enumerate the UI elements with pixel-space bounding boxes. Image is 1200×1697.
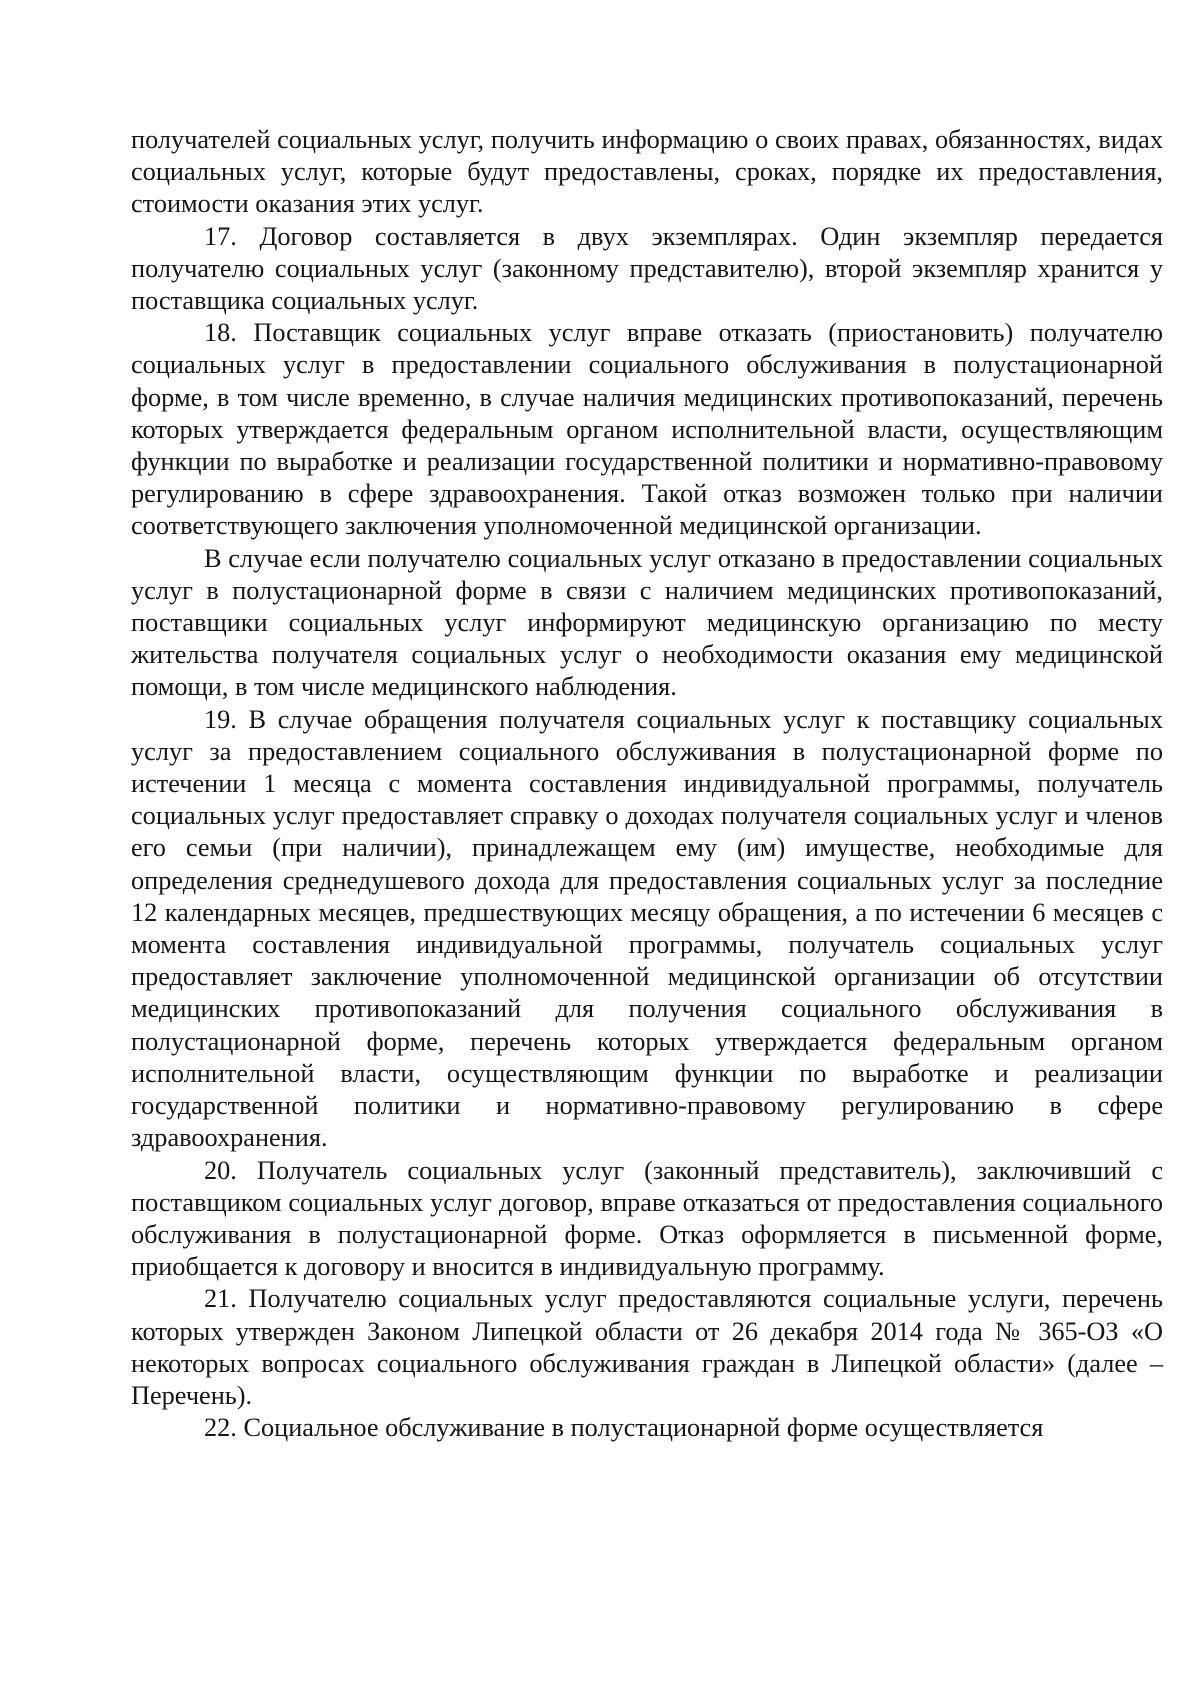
paragraph-clause-21: 21. Получателю социальных услуг предоставляются социальные услуги, перечень которых утвержден Законом Липецкой области от 26 декабря 2014 года № 365-ОЗ «О некоторых вопросах социального обслуживания граждан в Липецкой области» (далее – Перечень). [131,1284,1163,1410]
paragraph-clause-22: 22. Социальное обслуживание в полустационарной форме осуществляется [204,1413,1044,1443]
paragraph-clause-19: 19. В случае обращения получателя социальных услуг к поставщику социальных услуг за предоставлением социального обслуживания в полустационарной форме по истечении 1 месяца с момента составления индивидуальной программы, получатель социальных услуг предоставляет справку о доходах получателя социальных услуг и членов его семьи (при наличии), принадлежащем ему (им) имуществе, необходимые для определения среднедушевого дохода для предоставления социальных услуг за последние 12 календарных месяцев, предшествующих месяцу обращения, а по истечении 6 месяцев с момента составления индивидуальной программы, получатель социальных услуг предоставляет заключение уполномоченной медицинской организации об отсутствии медицинских противопоказаний для получения социального обслуживания в полустационарной форме, перечень которых утверждается федеральным органом исполнительной власти, осуществляющим функции по выработке и реализации государственной политики и нормативно-правовому регулированию в сфере здравоохранения. [131,704,1163,1153]
paragraph-clause-20: 20. Получатель социальных услуг (законный представитель), заключивший с поставщиком социальных услуг договор, вправе отказаться от предоставления социального обслуживания в полустационарной форме. Отказ оформляется в письменной форме, приобщается к договору и вносится в индивидуальную программу. [131,1155,1163,1282]
paragraph-clause-18: 18. Поставщик социальных услуг вправе отказать (приостановить) получателю социальных услуг в предоставлении социального обслуживания в полустационарной форме, в том числе временно, в случае наличия медицинских противопоказаний, перечень которых утверждается федеральным органом исполнительной власти, осуществляющим функции по выработке и реализации государственной политики и нормативно-правовому регулированию в сфере здравоохранения. Такой отказ возможен только при наличии соответствующего заключения уполномоченной медицинской организации. [131,318,1163,541]
document-page [131,124,1163,1444]
paragraph-clause-17: 17. Договор составляется в двух экземплярах. Один экземпляр передается получателю социальных услуг (законному представителю), второй экземпляр хранится у поставщика социальных услуг. [131,221,1163,316]
paragraph-clause-18-refusal: В случае если получателю социальных услуг отказано в предоставлении социальных услуг в полустационарной форме в связи с наличием медицинских противопоказаний, поставщики социальных услуг информируют медицинскую организацию по месту жительства получателя социальных услуг о необходимости оказания ему медицинской помощи, в том числе медицинского наблюдения. [131,543,1163,702]
paragraph-continuation: получателей социальных услуг, получить информацию о своих правах, обязанностях, видах социальных услуг, которые будут предоставлены, сроках, порядке их предоставления, стоимости оказания этих услуг. [131,125,1163,219]
